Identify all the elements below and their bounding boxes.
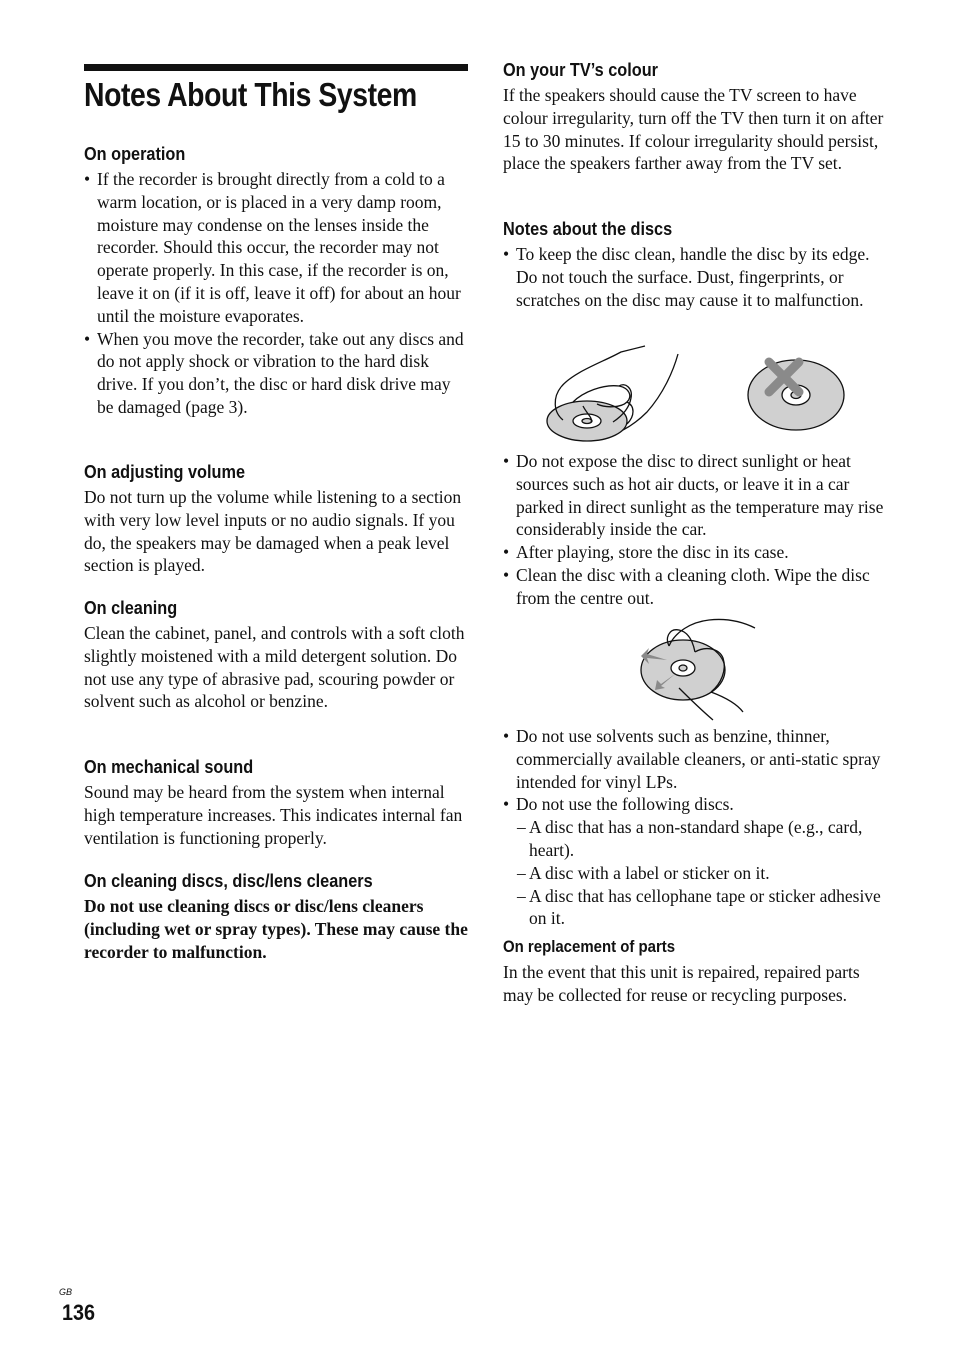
discs-list-1 xyxy=(503,243,889,311)
hand-holding-disc-icon xyxy=(547,346,678,441)
page-number: 136 xyxy=(62,1300,96,1325)
section-mechanical xyxy=(84,756,468,849)
list-item: • If the recorder is brought directly from a cold to a warm location, or is placed in a very damp room, moisture may condense on the lenses inside the recorder. Should this occur, the recorder may not operate properly. In this case, if the recorder is on, leave it on (if it is off, leave it off) for about an hour until the moisture evaporates. xyxy=(84,168,468,328)
list-item: • Do not use the following discs. xyxy=(503,793,889,816)
list-item: • To keep the disc clean, handle the disc by its edge. Do not touch the surface. Dust, fingerprints, or scratches on the disc may cause it to malfunction. xyxy=(503,243,889,311)
mechanical-text: Sound may be heard from the system when internal high temperature increases. This indicates internal fan ventilation is functioning properly. xyxy=(84,782,463,848)
heading-cleaning-discs: On cleaning discs, disc/lens cleaners xyxy=(84,870,373,891)
page-title: Notes About This System xyxy=(84,76,417,113)
tv-colour-text: If the speakers should cause the TV screen to have colour irregularity, turn off the TV then turn it on after 15 to 30 minutes. If colour irregularity should persist, place the speakers farther away from the TV set. xyxy=(503,85,884,174)
section-operation xyxy=(84,143,468,419)
list-item: – A disc with a label or sticker on it. xyxy=(503,862,889,885)
volume-text: Do not turn up the volume while listening to a section with very low level inputs or no audio signals. If you do, the speakers may be damaged when a peak level section is played. xyxy=(84,487,462,576)
disc-handling-figure xyxy=(543,342,863,444)
section-tv-colour xyxy=(503,59,889,175)
wiping-disc-icon xyxy=(641,619,755,720)
replacement-text: In the event that this unit is repaired, repaired parts may be collected for reuse or recycling purposes. xyxy=(503,962,860,1005)
section-replacement xyxy=(503,936,889,1007)
disc-wiping-figure xyxy=(639,612,759,724)
heading-operation: On operation xyxy=(84,143,186,164)
list-item: – A disc that has cellophane tape or sticker adhesive on it. xyxy=(503,885,889,931)
cleaning-discs-text: Do not use cleaning discs or disc/lens cleaners (including wet or spray types). These may cause the recorder to malfunction. xyxy=(84,896,468,962)
discs-list-2 xyxy=(503,450,889,610)
heading-replacement: On replacement of parts xyxy=(503,937,676,956)
section-discs xyxy=(503,218,889,311)
disc-types-list xyxy=(503,816,889,930)
section-discs-2 xyxy=(503,450,889,610)
section-cleaning-discs xyxy=(84,870,468,963)
discs-list-3 xyxy=(503,725,889,816)
list-item: • After playing, store the disc in its case. xyxy=(503,541,889,564)
operation-list xyxy=(84,168,468,419)
list-item: – A disc that has a non-standard shape (e.g., card, heart). xyxy=(503,816,889,862)
list-item: • Clean the disc with a cleaning cloth. Wipe the disc from the centre out. xyxy=(503,564,889,610)
section-discs-3 xyxy=(503,725,889,930)
region-mark: GB xyxy=(59,1287,73,1297)
list-item: • When you move the recorder, take out any discs and do not apply shock or vibration to the hard disk drive. If you don’t, the disc or hard disk drive may be damaged (page 3). xyxy=(84,328,468,419)
title-rule xyxy=(84,64,468,71)
section-volume xyxy=(84,461,468,577)
heading-mechanical: On mechanical sound xyxy=(84,756,254,777)
list-item: • Do not use solvents such as benzine, thinner, commercially available cleaners, or anti-static spray intended for vinyl LPs. xyxy=(503,725,889,793)
cleaning-text: Clean the cabinet, panel, and controls with a soft cloth slightly moistened with a mild detergent solution. Do not use any type of abrasive pad, scouring powder or solvent such as alcohol or benzine. xyxy=(84,623,465,712)
list-item: • Do not expose the disc to direct sunlight or heat sources such as hot air ducts, or leave it in a car parked in direct sunlight as the temperature may rise considerably inside the car. xyxy=(503,450,889,541)
section-cleaning xyxy=(84,597,468,713)
heading-discs: Notes about the discs xyxy=(503,218,673,239)
heading-tv-colour: On your TV’s colour xyxy=(503,59,658,80)
heading-cleaning: On cleaning xyxy=(84,597,178,618)
heading-volume: On adjusting volume xyxy=(84,461,246,482)
